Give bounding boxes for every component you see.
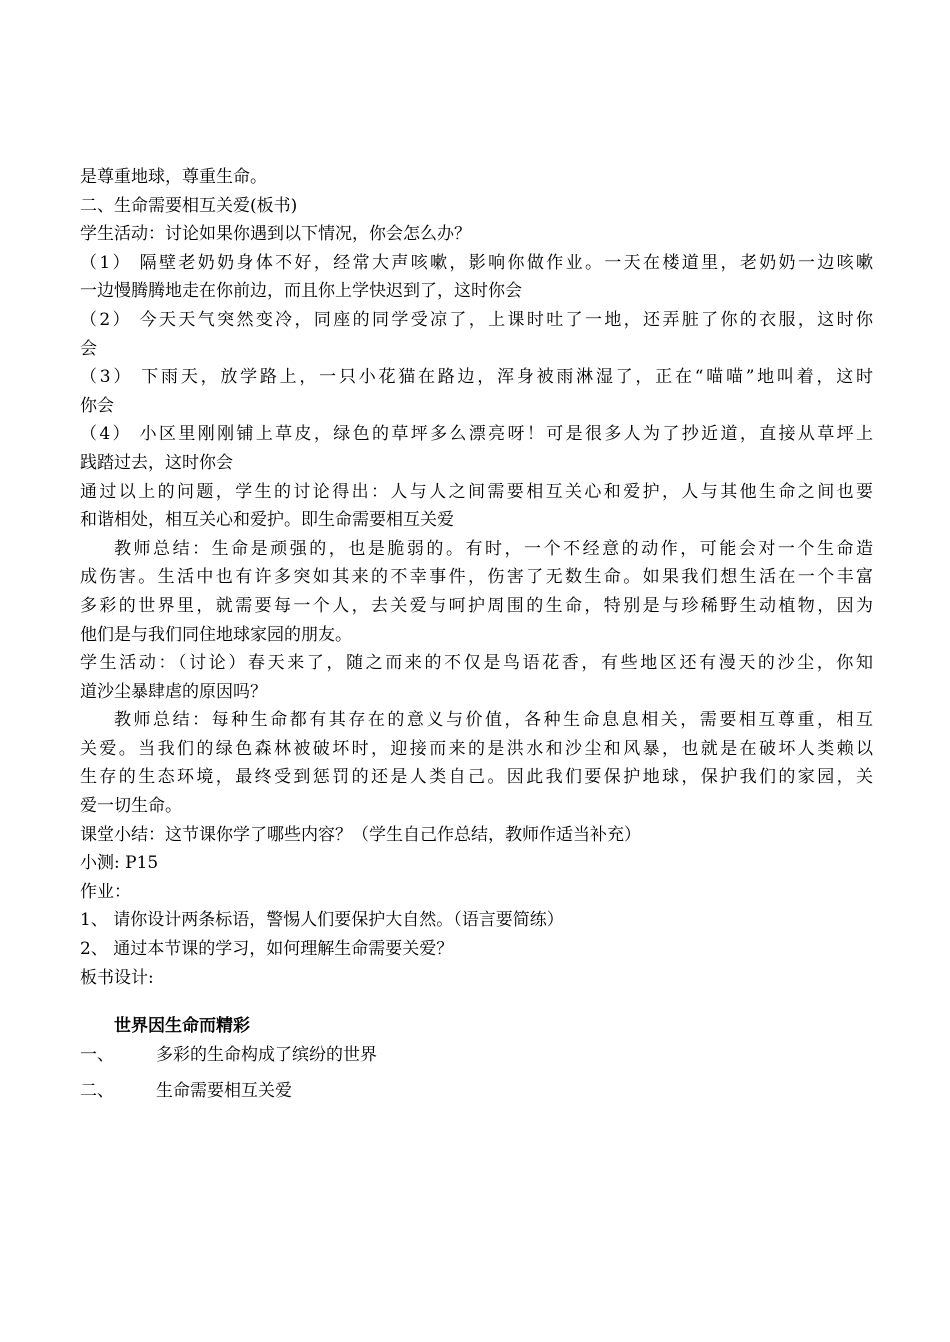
text-line: 小测: P15 (80, 853, 159, 874)
text-line: （3） 下雨天，放学路上，一只小花猫在路边，浑身被雨淋湿了，正在“喵喵”地叫着，这时 (80, 367, 873, 388)
text-line: 学生活动：讨论如果你遇到以下情况，你会怎么办？ (80, 224, 471, 245)
text-line: 通过以上的问题，学生的讨论得出：人与人之间需要相互关心和爱护，人与其他生命之间也要 (80, 481, 873, 502)
board-item-text: 生命需要相互关爱 (156, 1081, 292, 1102)
text-line: （1） 隔壁老奶奶身体不好，经常大声咳嗽，影响你做作业。一天在楼道里，老奶奶一边咳嗽 (80, 252, 873, 273)
board-item (80, 1077, 873, 1106)
text-line: 关爱。当我们的绿色森林被破坏时，迎接而来的是洪水和沙尘和风暴，也就是在破坏人类赖以 (80, 738, 873, 759)
text-line: 2、 通过本节课的学习，如何理解生命需要关爱？ (80, 939, 454, 960)
text-line: 和谐相处，相互关心和爱护。即生命需要相互关爱 (80, 510, 454, 531)
spacer (80, 1069, 873, 1077)
board-title: 世界因生命而精彩 (114, 1016, 250, 1037)
text-line: 教师总结：每种生命都有其存在的意义与价值，各种生命息息相关，需要相互尊重，相互 (114, 710, 873, 731)
section-heading: 二、生命需要相互关爱(板书) (80, 195, 298, 216)
board-item-text: 多彩的生命构成了缤纷的世界 (156, 1044, 377, 1065)
board-item-number: 一、 (80, 1044, 114, 1065)
text-line: 课堂小结：这节课你学了哪些内容？（学生自己作总结，教师作适当补充） (80, 824, 641, 845)
text-line: 践踏过去，这时你会 (80, 452, 233, 473)
text-line: 教师总结：生命是顽强的，也是脆弱的。有时，一个不经意的动作，可能会对一个生命造 (114, 538, 873, 559)
text-line: （2） 今天天气突然变冷，同座的同学受凉了，上课时吐了一地，还弄脏了你的衣服，这时你 (80, 309, 873, 330)
text-line: 成伤害。生活中也有许多突如其来的不幸事件，伤害了无数生命。如果我们想生活在一个丰富 (80, 567, 873, 588)
text-line: 会 (80, 338, 97, 359)
text-line: 爱一切生命。 (80, 796, 182, 817)
text-line: 板书设计: (80, 967, 154, 988)
text-line: 他们是与我们同住地球家园的朋友。 (80, 624, 352, 645)
text-line: 道沙尘暴肆虐的原因吗？ (80, 681, 267, 702)
text-line: （4） 小区里刚刚铺上草皮，绿色的草坪多么漂亮呀！可是很多人为了抄近道，直接从草坪上 (80, 424, 873, 445)
text-line: 作业： (80, 881, 131, 902)
text-line: 你会 (80, 395, 114, 416)
text-line: 多彩的世界里，就需要每一个人，去关爱与呵护周围的生命，特别是与珍稀野生动植物，因为 (80, 595, 873, 616)
board-item-number: 二、 (80, 1081, 114, 1102)
text-line: 学生活动：（讨论）春天来了，随之而来的不仅是鸟语花香，有些地区还有漫天的沙尘，你知 (80, 653, 873, 674)
text-line: 生存的生态环境，最终受到惩罚的还是人类自己。因此我们要保护地球，保护我们的家园，关 (80, 767, 873, 788)
text-line: 1、 请你设计两条标语，警惕人们要保护大自然。（语言要简练） (80, 910, 564, 931)
document-page (80, 163, 873, 1106)
text-line: 一边慢腾腾地走在你前边，而且你上学快迟到了，这时你会 (80, 281, 522, 302)
text-line: 是尊重地球，尊重生命。 (80, 167, 267, 187)
spacer (80, 992, 873, 1012)
board-item (80, 1041, 873, 1070)
